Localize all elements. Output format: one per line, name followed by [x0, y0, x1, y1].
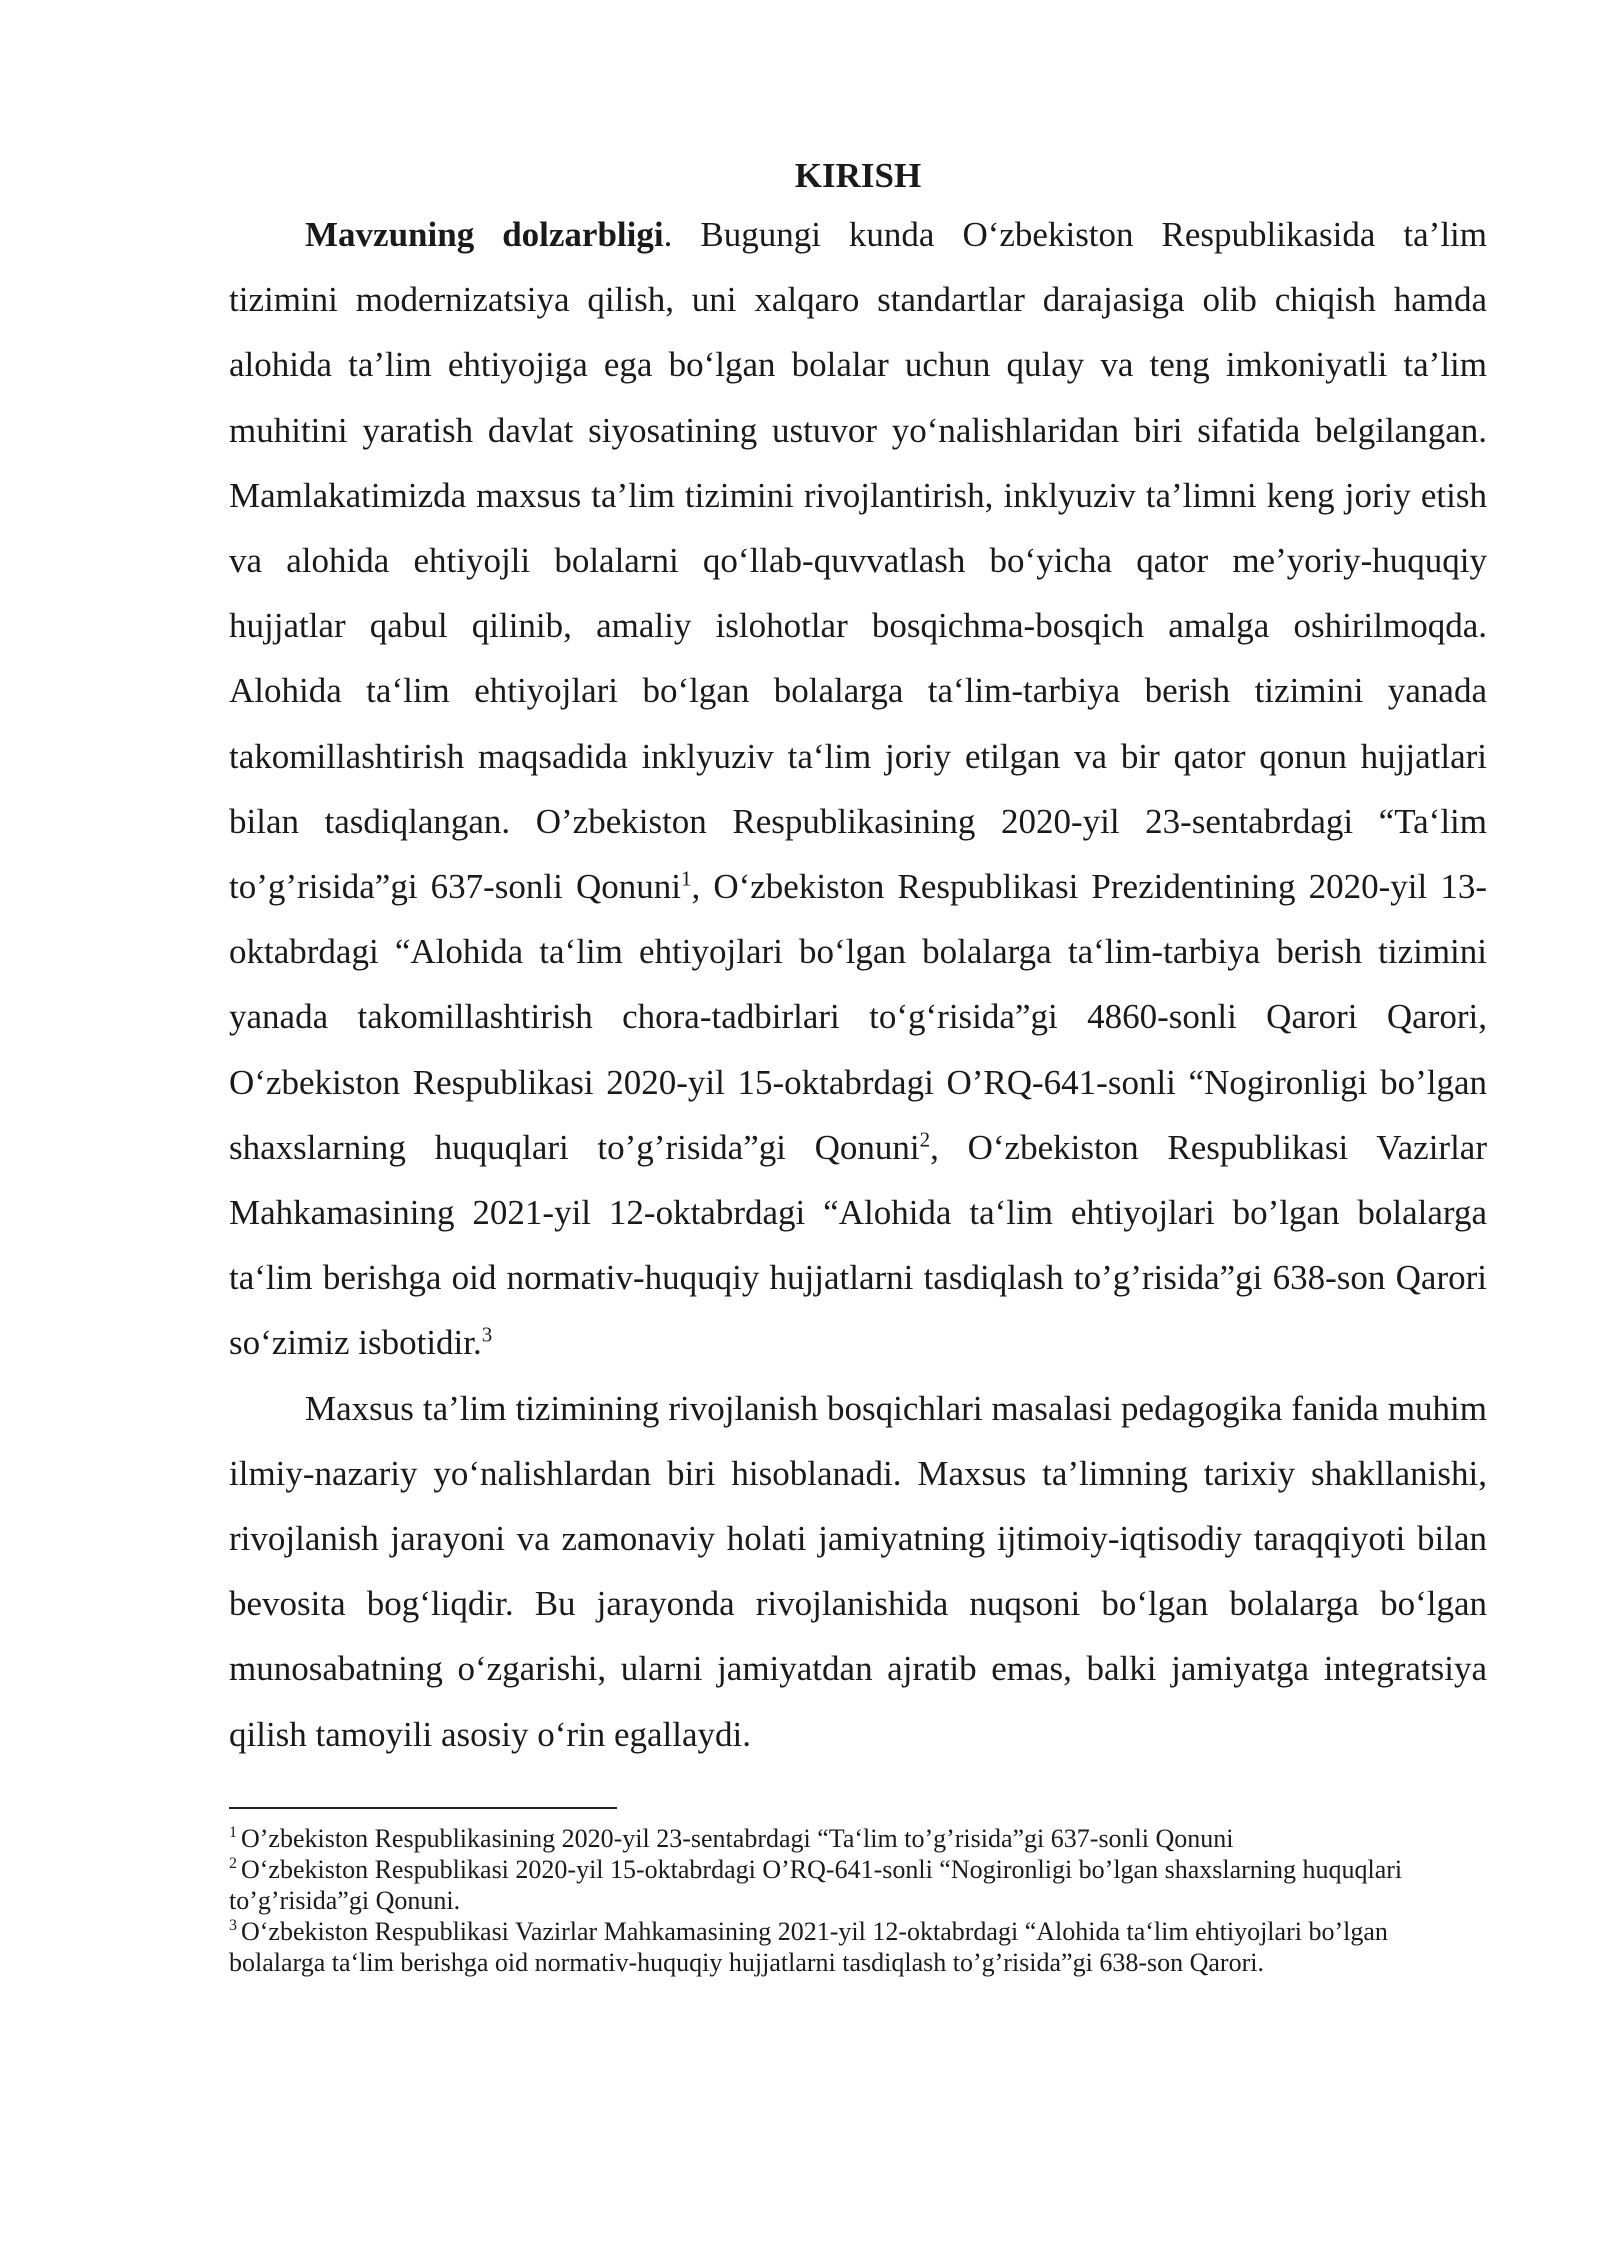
relevance-heading: Mavzuning dolzarbligi [305, 215, 664, 254]
footnote-ref-1[interactable]: 1 [680, 866, 692, 891]
footnote-ref-2[interactable]: 2 [919, 1127, 931, 1152]
paragraph-special-education: Maxsus ta’lim tizimining rivojlanish bosqichlari masalasi pedagogika fanida muhim ilmiy-nazariy yo‘nalishlardan biri hisoblanadi. Maxsus ta’limning tarixiy shakllanishi, rivojlanish jarayoni va zamonaviy holati jamiyatning ijtimoiy-iqtisodiy taraqqiyoti bilan bevosita bog‘liqdir. Bu jarayonda rivojlanishida nuqsoni bo‘lgan bolalarga bo‘lgan munosabatning o‘zgarishi, ularni jamiyatdan ajratib emas, balki jamiyatga integratsiya qilish tamoyili asosiy o‘rin egallaydi. [229, 1388, 1487, 1754]
footnote-ref-3[interactable]: 3 [481, 1322, 493, 1347]
footnote-text: O‘zbekiston Respublikasi Vazirlar Mahkamasining 2021-yil 12-oktabrdagi “Alohida ta‘lim ehtiyojlari bo’lgan bolalarga ta‘lim berishga oid normativ-huquqiy hujjatlarni tasdiqlash to’g’risida”gi 638-son Qarori. [229, 1916, 1388, 1977]
footnote-number: 3 [229, 1917, 237, 1935]
paragraph-text: . Bugungi kunda O‘zbekiston Respublikasida ta’lim tizimini modernizatsiya qilish, uni xalqaro standartlar darajasiga olib chiqish hamda alohida ta’lim ehtiyojiga ega bo‘lgan bolalar uchun qulay va teng imkoniyatli ta’lim muhitini yaratish davlat siyosatining ustuvor yo‘nalishlaridan biri sifatida belgilangan. Mamlakatimizda maxsus ta’lim tizimini rivojlantirish, inklyuziv ta’limni keng joriy etish va alohida ehtiyojli bolalarni qo‘llab-quvvatlash bo‘yicha qator me’yoriy-huquqiy hujjatlar qabul qilinib, amaliy islohotlar bosqichma-bosqich amalga oshirilmoqda. Alohida ta‘lim ehtiyojlari bo‘lgan bolalarga ta‘lim-tarbiya berish tizimini yanada takomillashtirish maqsadida inklyuziv ta‘lim joriy etilgan va bir qator qonun hujjatlari bilan tasdiqlangan. O’zbekiston Respublikasining 2020-yil 23-sentabrdagi “Ta‘lim to’g’risida”gi 637-sonli Qonuni [229, 215, 1487, 907]
footnote-text: O’zbekiston Respublikasining 2020-yil 23-sentabrdagi “Ta‘lim to’g’risida”gi 637-sonli Qonuni [241, 1823, 1234, 1853]
footnote-text: O‘zbekiston Respublikasi 2020-yil 15-oktabrdagi O’RQ-641-sonli “Nogironligi bo’lgan shaxslarning huquqlari to’g’risida”gi Qonuni. [229, 1854, 1403, 1915]
footnotes [229, 1823, 1487, 1978]
paragraph-text: , O‘zbekiston Respublikasi Vazirlar Mahkamasining 2021-yil 12-oktabrdagi “Alohida ta‘lim ehtiyojlari bo’lgan bolalarga ta‘lim berishga oid normativ-huquqiy hujjatlarni tasdiqlash to’g’risida”gi 638-son Qarori so‘zimiz isbotidir. [229, 1127, 1488, 1363]
footnote-2 [229, 1854, 1487, 1916]
paragraph-relevance [229, 202, 1487, 1376]
paragraph-text: , O‘zbekiston Respublikasi Prezidentining 2020-yil 13-oktabrdagi “Alohida ta‘lim ehtiyojlari bo‘lgan bolalarga ta‘lim-tarbiya berish tizimini yanada takomillashtirish chora-tadbirlari to‘g‘risida”gi 4860-sonli Qarori Qarori, O‘zbekiston Respublikasi 2020-yil 15-oktabrdagi O’RQ-641-sonli “Nogironligi bo’lgan shaxslarning huquqlari to’g’risida”gi Qonuni [229, 867, 1488, 1167]
footnote-1 [229, 1823, 1487, 1854]
footnote-number: 2 [229, 1855, 237, 1873]
footnote-number: 1 [229, 1824, 237, 1842]
page-title: KIRISH [794, 156, 922, 195]
document-page [229, 150, 1487, 1978]
footnote-divider [229, 1807, 617, 1809]
footnote-3 [229, 1916, 1487, 1978]
